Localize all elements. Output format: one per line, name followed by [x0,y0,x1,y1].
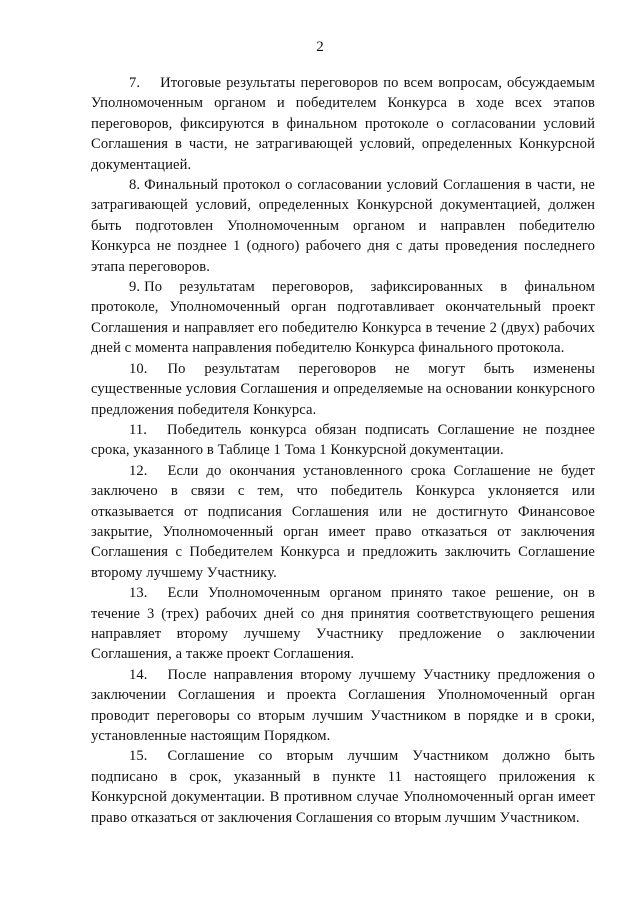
paragraph-number: 15. [129,748,148,765]
paragraph-number: 11. [129,421,148,438]
paragraph-9 [91,277,595,359]
paragraph-7 [91,73,595,175]
paragraph-text: По результатам переговоров не могут быть изменены существенные условия Соглашения и определяемые на основании конкурсного предложения победителя Конкурса. [91,360,595,418]
paragraph-number: 7. [129,75,141,91]
document-body [91,73,595,828]
paragraph-number: 10. [129,360,148,377]
paragraph-text: После направления второму лучшему Участнику предложения о заключении Соглашения и проекта Соглашения Уполномоченный орган проводит переговоры со вторым лучшим Участником в порядке и в сроки, установленные настоящим Порядком. [91,666,595,744]
paragraph-number: 8. [129,177,141,194]
paragraph-number: 14. [129,666,148,683]
paragraph-number: 13. [129,585,148,602]
paragraph-15 [91,746,595,828]
paragraph-13 [91,583,595,665]
paragraph-11 [91,420,595,461]
paragraph-text: Соглашение со вторым лучшим Участником должно быть подписано в срок, указанный в пункте 11 настоящего приложения к Конкурсной документации. В противном случае Уполномоченный орган имеет право отказаться от заключения Соглашения со вторым лучшим Участником. [91,748,595,826]
paragraph-10 [91,359,595,420]
paragraph-number: 9. [129,279,141,296]
page-number: 2 [316,39,324,55]
paragraph-8 [91,175,595,277]
paragraph-text: Победитель конкурса обязан подписать Соглашение не позднее срока, указанного в Таблице 1 Тома 1 Конкурсной документации. [91,421,595,459]
paragraph-text: Итоговые результаты переговоров по всем вопросам, обсуждаемым Уполномоченным органом и победителем Конкурса в ходе всех этапов переговоров, фиксируются в финальном протоколе о согласовании условий Соглашения в части, не затрагивающей условий, определенных Конкурсной документацией. [91,75,595,173]
paragraph-text: По результатам переговоров, зафиксированных в финальном протоколе, Уполномоченный орган подготавливает окончательный проект Соглашения и направляет его победителю Конкурса в течение 2 (двух) рабочих дней с момента направления победителю Конкурса финального протокола. [91,279,595,357]
paragraph-text: Если до окончания установленного срока Соглашение не будет заключено в связи с тем, что победитель Конкурса уклоняется или отказывается от подписания Соглашения или не достигнуто Финансовое закрытие, Уполномоченный орган имеет право отказаться от заключения Соглашения с Победителем Конкурса и предложить заключить Соглашение второму лучшему Участнику. [91,462,595,581]
paragraph-number: 12. [129,462,148,479]
paragraph-text: Финальный протокол о согласовании условий Соглашения в части, не затрагивающей условий, определенных Конкурсной документацией, должен быть подготовлен Уполномоченным органом и направлен победителю Конкурса не позднее 1 (одного) рабочего дня с даты проведения последнего этапа переговоров. [91,177,595,275]
paragraph-12 [91,461,595,583]
paragraph-14 [91,665,595,747]
paragraph-text: Если Уполномоченным органом принято такое решение, он в течение 3 (трех) рабочих дней со дня принятия соответствующего решения направляет второму лучшему Участнику предложение о заключении Соглашения, а также проект Соглашения. [91,585,595,663]
